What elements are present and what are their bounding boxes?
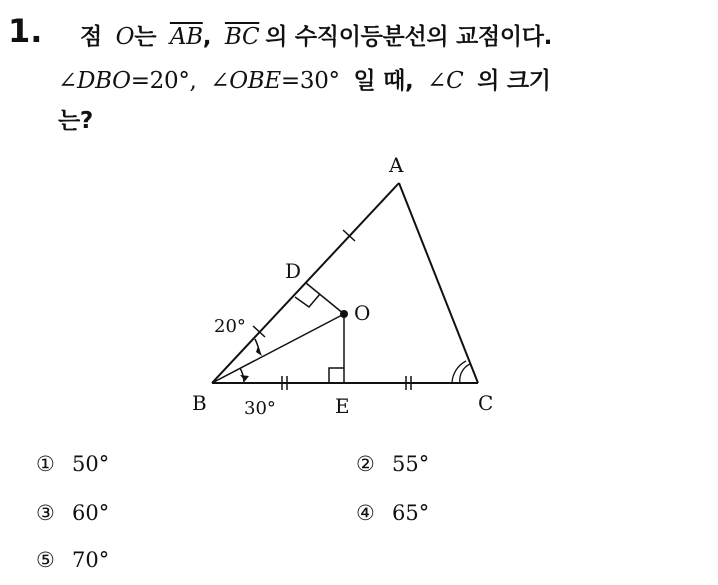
label-c: C	[478, 391, 494, 415]
segment-ab: $\overline{AB}$	[169, 24, 203, 50]
side-ba	[212, 183, 399, 383]
choice-text: 70°	[72, 548, 110, 572]
point-o-dot	[340, 310, 348, 318]
angle-obe-value: =30°	[280, 68, 340, 94]
point-o: O	[115, 24, 135, 50]
choice-4[interactable]	[356, 501, 429, 525]
label-a: A	[389, 153, 404, 177]
choice-number: ⑤	[36, 548, 55, 572]
question-number: 1.	[8, 12, 43, 50]
segment-do	[306, 283, 344, 314]
angle-dbo-value: =20°,	[130, 68, 197, 94]
angle-symbol: ∠	[427, 68, 447, 94]
q-word: 의 크기	[477, 68, 551, 94]
right-angle-mark-d	[295, 294, 320, 307]
q-word: 는	[134, 24, 157, 50]
label-angle-30: 30°	[244, 398, 276, 419]
choice-5[interactable]	[36, 548, 109, 572]
q-word: 점	[80, 24, 102, 50]
label-e: E	[335, 394, 350, 418]
arc-angle-c-2	[452, 361, 466, 383]
choice-text: 50°	[72, 452, 110, 476]
angle-obe: ∠OBE	[210, 68, 281, 94]
arrow-head-obe	[240, 375, 249, 381]
choice-number: ③	[36, 501, 55, 525]
label-d: D	[285, 259, 302, 283]
angle-c: C	[446, 68, 464, 94]
q-word: 의 수직이등분선의 교점이다.	[265, 24, 553, 50]
label-b: B	[192, 391, 207, 415]
arc-angle-c	[460, 364, 470, 383]
right-angle-mark-e	[329, 368, 344, 383]
q-word: 일 때,	[353, 68, 414, 94]
choice-number: ①	[36, 452, 55, 476]
choice-number: ④	[356, 501, 375, 525]
choice-text: 60°	[72, 501, 110, 525]
label-o: O	[354, 301, 371, 325]
choice-text: 55°	[392, 452, 430, 476]
choice-2[interactable]	[356, 452, 429, 476]
choice-text: 65°	[392, 501, 430, 525]
label-angle-20: 20°	[214, 316, 246, 337]
side-ac	[399, 183, 478, 383]
choice-3[interactable]	[36, 501, 109, 525]
choice-1[interactable]	[36, 452, 109, 476]
q-comma: ,	[202, 24, 212, 50]
choice-number: ②	[356, 452, 375, 476]
angle-dbo: ∠DBO	[58, 68, 131, 94]
question-line-3: 는?	[58, 108, 93, 134]
segment-bc: $\overline{BC}$	[224, 24, 260, 50]
